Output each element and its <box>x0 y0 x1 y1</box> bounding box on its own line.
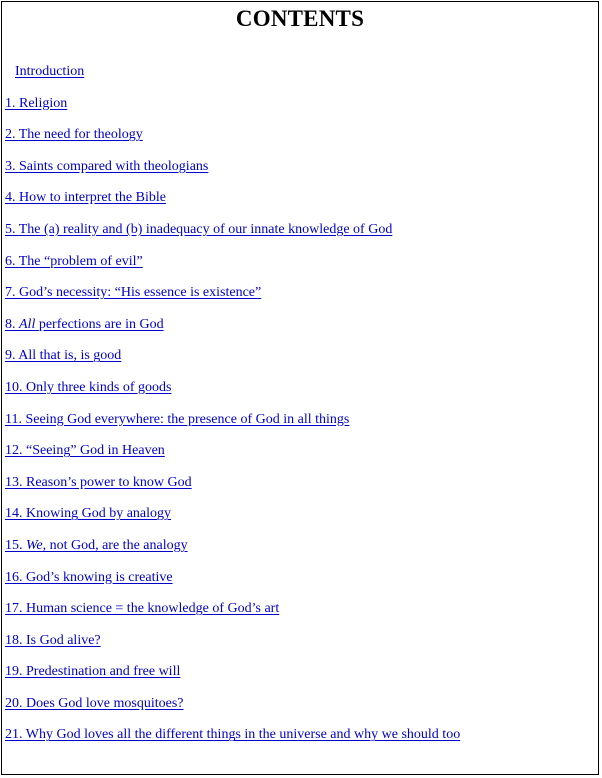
toc-item <box>0 473 600 505</box>
chapter-title: Does God love mosquitoes? <box>26 695 184 711</box>
chapter-number: 3. <box>5 158 16 174</box>
toc-item <box>0 188 600 220</box>
toc-link-chapter-15[interactable] <box>5 538 188 553</box>
toc-item <box>0 631 600 663</box>
chapter-title: How to interpret the Bible <box>19 190 166 206</box>
chapter-number: 10. <box>5 379 23 395</box>
toc-item <box>0 157 600 189</box>
chapter-title-emphasis: All <box>19 316 36 332</box>
chapter-number: 21. <box>5 727 23 743</box>
toc-item <box>0 662 600 694</box>
chapter-title: Why God loves all the different things in the universe and why we should too <box>25 727 461 743</box>
chapter-number: 11. <box>5 411 22 427</box>
toc-link-chapter-13[interactable] <box>5 475 192 490</box>
toc-link-chapter-16[interactable] <box>5 570 173 585</box>
toc-item <box>0 346 600 378</box>
toc-item <box>0 536 600 568</box>
chapter-title: Human science = the knowledge of God’s art <box>26 601 280 617</box>
chapter-number: 17. <box>5 601 23 617</box>
chapter-number: 14. <box>5 506 23 522</box>
chapter-number: 6. <box>5 253 16 269</box>
toc-link-chapter-6[interactable] <box>5 254 143 269</box>
toc-item-introduction <box>0 62 600 94</box>
page-title: CONTENTS <box>235 6 365 31</box>
toc-link-chapter-3[interactable] <box>5 159 208 174</box>
chapter-title: Saints compared with theologians <box>19 158 209 174</box>
toc-item <box>0 725 600 757</box>
chapter-number: 13. <box>5 474 23 490</box>
chapter-title: Religion <box>19 95 68 111</box>
toc-link-chapter-2[interactable] <box>5 127 143 142</box>
chapter-title: Knowing God by analogy <box>26 506 172 522</box>
toc-item <box>0 283 600 315</box>
toc-link-chapter-10[interactable] <box>5 380 171 395</box>
chapter-number: 12. <box>5 443 23 459</box>
toc-link-chapter-20[interactable] <box>5 696 183 711</box>
toc-link-chapter-18[interactable] <box>5 633 101 648</box>
chapter-number: 18. <box>5 632 23 648</box>
chapter-number: 2. <box>5 127 16 143</box>
toc-item <box>0 694 600 726</box>
toc-item <box>0 252 600 284</box>
chapter-title: The (a) reality and (b) inadequacy of our innate knowledge of God <box>18 221 393 237</box>
chapter-title: Seeing God everywhere: the presence of God in all things <box>25 411 350 427</box>
toc-link-chapter-4[interactable] <box>5 190 166 205</box>
toc-item <box>0 220 600 252</box>
chapter-title: Is God alive? <box>26 632 101 648</box>
chapter-title: “Seeing” God in Heaven <box>26 443 165 459</box>
toc-item <box>0 378 600 410</box>
toc-link-chapter-19[interactable] <box>5 664 180 679</box>
chapter-title: The “problem of evil” <box>18 253 143 269</box>
toc-link-chapter-1[interactable] <box>5 96 67 111</box>
toc-link-chapter-11[interactable] <box>5 412 349 427</box>
toc-link-chapter-5[interactable] <box>5 222 392 237</box>
chapter-number: 16. <box>5 569 23 585</box>
toc-item <box>0 504 600 536</box>
chapter-title: Reason’s power to know God <box>26 474 192 490</box>
chapter-title: God’s knowing is creative <box>26 569 173 585</box>
chapter-title: The need for theology <box>18 127 143 143</box>
toc-link-chapter-14[interactable] <box>5 506 171 521</box>
toc-item <box>0 94 600 126</box>
table-of-contents <box>0 62 600 757</box>
chapter-title: God’s necessity: “His essence is existence” <box>19 285 262 301</box>
chapter-number: 7. <box>5 285 16 301</box>
toc-item <box>0 599 600 631</box>
toc-link-chapter-17[interactable] <box>5 601 279 616</box>
chapter-number: 9. <box>5 348 16 364</box>
toc-link-chapter-9[interactable] <box>5 348 121 363</box>
toc-link-introduction[interactable]: Introduction <box>15 64 85 79</box>
chapter-title: All that is, is good <box>18 348 122 364</box>
toc-link-chapter-7[interactable] <box>5 285 261 300</box>
chapter-title: , not God, are the analogy <box>42 537 188 553</box>
chapter-number: 8. <box>5 316 16 332</box>
toc-item <box>0 410 600 442</box>
chapter-number: 20. <box>5 695 23 711</box>
chapter-number: 15. <box>5 537 23 553</box>
chapter-title: Predestination and free will <box>26 664 181 680</box>
toc-link-chapter-12[interactable] <box>5 443 165 458</box>
toc-item <box>0 568 600 600</box>
chapter-number: 5. <box>5 221 16 237</box>
chapter-title: perfections are in God <box>38 316 164 332</box>
chapter-title: Only three kinds of goods <box>26 379 172 395</box>
chapter-title-emphasis: We <box>26 537 43 553</box>
toc-link-chapter-8[interactable] <box>5 317 164 332</box>
chapter-number: 19. <box>5 664 23 680</box>
toc-item <box>0 441 600 473</box>
toc-item <box>0 125 600 157</box>
chapter-number: 4. <box>5 190 16 206</box>
toc-item <box>0 315 600 347</box>
chapter-number: 1. <box>5 95 16 111</box>
toc-link-chapter-21[interactable] <box>5 727 460 742</box>
